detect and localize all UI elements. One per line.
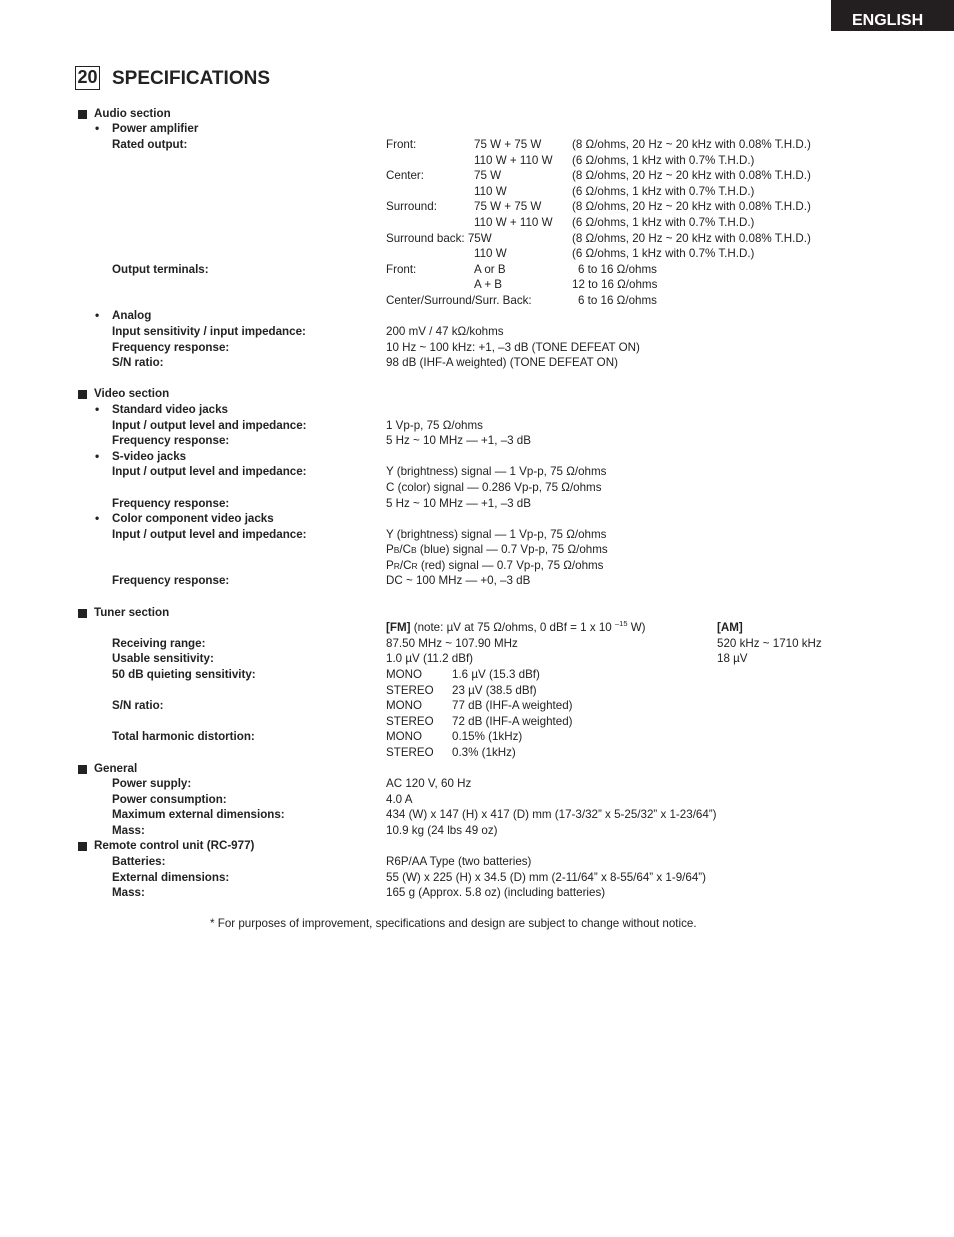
spec-label: Usable sensitivity: (112, 652, 214, 665)
spec-value: C (color) signal — 0.286 Vp-p, 75 Ω/ohms (386, 481, 602, 494)
spec-label: Mass: (112, 886, 145, 899)
analog-heading: Analog (112, 309, 152, 322)
spec-label: Frequency response: (112, 497, 230, 510)
bullet-dot: • (95, 308, 100, 322)
rated-value: 110 W + 110 W (474, 216, 553, 229)
section-bullet (78, 110, 87, 119)
spec-value: R6P/AA Type (two batteries) (386, 855, 532, 868)
spec-value: 1 Vp-p, 75 Ω/ohms (386, 419, 483, 432)
bullet-dot: • (95, 402, 100, 416)
mode-label: STEREO (386, 684, 434, 697)
spec-label: 50 dB quieting sensitivity: (112, 668, 256, 681)
mode-value: 72 dB (IHF-A weighted) (452, 715, 573, 728)
spec-value: 55 (W) x 225 (H) x 34.5 (D) mm (2-11/64” x 8-55/64” x 1-9/64”) (386, 871, 706, 884)
mode-label: STEREO (386, 715, 434, 728)
spec-value: 10.9 kg (24 lbs 49 oz) (386, 824, 498, 837)
language-tab: ENGLISH (831, 0, 954, 31)
spec-value: 4.0 A (386, 793, 413, 806)
rated-channel: Surround: (386, 200, 437, 213)
spec-label: Frequency response: (112, 574, 230, 587)
spec-label: Frequency response: (112, 434, 230, 447)
spec-value: DC ~ 100 MHz — +0, –3 dB (386, 574, 531, 587)
spec-value: 434 (W) x 147 (H) x 417 (D) mm (17-3/32” x 5-25/32” x 1-23/64”) (386, 808, 717, 821)
spec-label: External dimensions: (112, 871, 230, 884)
bullet-dot: • (95, 121, 100, 135)
rated-value: 75 W (474, 169, 502, 182)
rated-condition: (6 Ω/ohms, 1 kHz with 0.7% T.H.D.) (572, 247, 755, 260)
am-value: 18 µV (717, 652, 748, 665)
page-title: SPECIFICATIONS (112, 68, 270, 89)
spec-value: 165 g (Approx. 5.8 oz) (including batteries) (386, 886, 606, 899)
mode-value: 0.3% (1kHz) (452, 746, 516, 759)
mode-label: MONO (386, 730, 423, 743)
bullet-dot: • (95, 449, 100, 463)
rated-value: 75 W + 75 W (474, 138, 542, 151)
rated-condition: (6 Ω/ohms, 1 kHz with 0.7% T.H.D.) (572, 154, 755, 167)
remote-heading: Remote control unit (RC-977) (94, 839, 255, 852)
spec-value: PB/CB (blue) signal — 0.7 Vp-p, 75 Ω/ohms (386, 543, 608, 556)
spec-value: Y (brightness) signal — 1 Vp-p, 75 Ω/ohms (386, 528, 607, 541)
section-number: 20 (75, 66, 100, 90)
am-header: [AM] (717, 621, 743, 634)
standard-video-heading: Standard video jacks (112, 403, 228, 416)
spec-label: Frequency response: (112, 341, 230, 354)
spec-label: Receiving range: (112, 637, 206, 650)
section-bullet (78, 609, 87, 618)
spec-value: 5 Hz ~ 10 MHz — +1, –3 dB (386, 434, 531, 447)
rated-value: 110 W + 110 W (474, 154, 553, 167)
rated-condition: (6 Ω/ohms, 1 kHz with 0.7% T.H.D.) (572, 216, 755, 229)
rated-channel: Surround back: 75W (386, 232, 492, 245)
spec-label: S/N ratio: (112, 356, 164, 369)
spec-value: 98 dB (IHF-A weighted) (TONE DEFEAT ON) (386, 356, 618, 369)
spec-value: PR/CR (red) signal — 0.7 Vp-p, 75 Ω/ohms (386, 559, 604, 572)
bullet-dot: • (95, 511, 100, 525)
tuner-heading: Tuner section (94, 606, 170, 619)
rated-value: 110 W (474, 185, 507, 198)
rated-channel: Center: (386, 169, 425, 182)
footnote: * For purposes of improvement, specifications and design are subject to change without notice. (210, 917, 697, 930)
spec-label: Input / output level and impedance: (112, 528, 307, 541)
output-value: A + B (474, 278, 503, 291)
spec-label: Input sensitivity / input impedance: (112, 325, 306, 338)
rated-value: 75 W + 75 W (474, 200, 542, 213)
output-impedance: 6 to 16 Ω/ohms (578, 263, 657, 276)
general-heading: General (94, 762, 138, 775)
component-video-heading: Color component video jacks (112, 512, 274, 525)
section-bullet (78, 842, 87, 851)
spec-label: Input / output level and impedance: (112, 419, 307, 432)
rated-condition: (8 Ω/ohms, 20 Hz ~ 20 kHz with 0.08% T.H.D.) (572, 138, 811, 151)
video-heading: Video section (94, 387, 170, 400)
rated-value: 110 W (474, 247, 507, 260)
rated-condition: (8 Ω/ohms, 20 Hz ~ 20 kHz with 0.08% T.H.D.) (572, 232, 811, 245)
spec-label: S/N ratio: (112, 699, 164, 712)
section-bullet (78, 765, 87, 774)
mode-label: MONO (386, 699, 423, 712)
mode-label: MONO (386, 668, 423, 681)
output-impedance: 6 to 16 Ω/ohms (578, 294, 657, 307)
am-value: 520 kHz ~ 1710 kHz (717, 637, 822, 650)
output-terminals-label: Output terminals: (112, 263, 209, 276)
mode-value: 77 dB (IHF-A weighted) (452, 699, 573, 712)
audio-heading: Audio section (94, 107, 171, 120)
spec-value: 5 Hz ~ 10 MHz — +1, –3 dB (386, 497, 531, 510)
output-value: A or B (474, 263, 506, 276)
rated-output-label: Rated output: (112, 138, 188, 151)
spec-label: Mass: (112, 824, 145, 837)
output-channel: Front: (386, 263, 417, 276)
spec-label: Power supply: (112, 777, 192, 790)
rated-condition: (8 Ω/ohms, 20 Hz ~ 20 kHz with 0.08% T.H.D.) (572, 169, 811, 182)
fm-value: 1.0 µV (11.2 dBf) (386, 652, 474, 665)
mode-value: 0.15% (1kHz) (452, 730, 523, 743)
rated-channel: Front: (386, 138, 417, 151)
spec-label: Input / output level and impedance: (112, 465, 307, 478)
mode-value: 1.6 µV (15.3 dBf) (452, 668, 540, 681)
svideo-heading: S-video jacks (112, 450, 187, 463)
spec-label: Batteries: (112, 855, 166, 868)
spec-value: AC 120 V, 60 Hz (386, 777, 472, 790)
spec-label: Total harmonic distortion: (112, 730, 255, 743)
rated-condition: (6 Ω/ohms, 1 kHz with 0.7% T.H.D.) (572, 185, 755, 198)
mode-label: STEREO (386, 746, 434, 759)
rated-condition: (8 Ω/ohms, 20 Hz ~ 20 kHz with 0.08% T.H.D.) (572, 200, 811, 213)
power-amplifier-heading: Power amplifier (112, 122, 199, 135)
fm-header: [FM] (note: µV at 75 Ω/ohms, 0 dBf = 1 x 10 $^{-15}$ W) (386, 619, 646, 634)
output-channel: Center/Surround/Surr. Back: (386, 294, 532, 307)
section-bullet (78, 390, 87, 399)
spec-value: 10 Hz ~ 100 kHz: +1, –3 dB (TONE DEFEAT ON) (386, 341, 640, 354)
fm-value: 87.50 MHz ~ 107.90 MHz (386, 637, 518, 650)
output-impedance: 12 to 16 Ω/ohms (572, 278, 658, 291)
spec-label: Maximum external dimensions: (112, 808, 285, 821)
spec-label: Power consumption: (112, 793, 227, 806)
mode-value: 23 µV (38.5 dBf) (452, 684, 537, 697)
spec-value: Y (brightness) signal — 1 Vp-p, 75 Ω/ohms (386, 465, 607, 478)
spec-value: 200 mV / 47 kΩ/kohms (386, 325, 504, 338)
